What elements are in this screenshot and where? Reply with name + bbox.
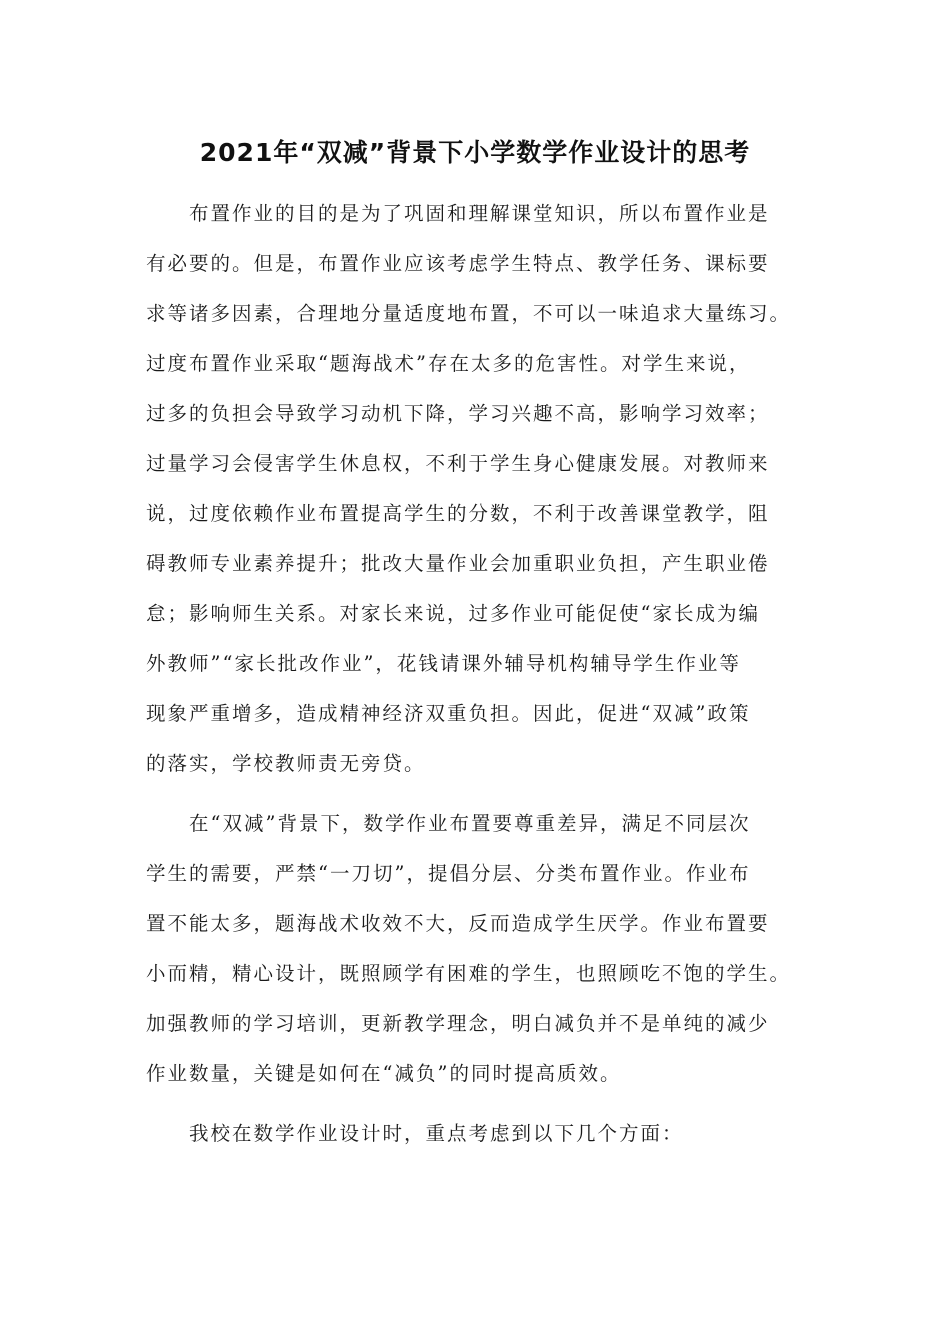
paragraph-line: 的落实，学校教师责无旁贷。 [146, 752, 426, 775]
paragraph-line: 布置作业的目的是为了巩固和理解课堂知识，所以布置作业是 [189, 202, 770, 225]
paragraph-line: 现象严重增多，造成精神经济双重负担。因此，促进“双减”政策 [146, 702, 751, 725]
paragraph-3 [146, 1109, 822, 1159]
paragraph-2 [146, 799, 822, 1099]
paragraph-line: 小而精，精心设计，既照顾学有困难的学生，也照顾吃不饱的学生。 [146, 962, 792, 985]
paragraph-line: 有必要的。但是，布置作业应该考虑学生特点、教学任务、课标要 [146, 252, 770, 275]
paragraph-line: 外教师”“家长批改作业”，花钱请课外辅导机构辅导学生作业等 [146, 652, 741, 675]
paragraph-line: 求等诸多因素，合理地分量适度地布置，不可以一味追求大量练习。 [146, 302, 792, 325]
paragraph-line: 学生的需要，严禁“一刀切”，提倡分层、分类布置作业。作业布 [146, 862, 751, 885]
paragraph-line: 怠；影响师生关系。对家长来说，过多作业可能促使“家长成为编 [146, 602, 760, 625]
paragraph-line: 碍教师专业素养提升；批改大量作业会加重职业负担，产生职业倦 [146, 552, 770, 575]
paragraph-line: 过量学习会侵害学生休息权，不利于学生身心健康发展。对教师来 [146, 452, 770, 475]
paragraph-line: 我校在数学作业设计时，重点考虑到以下几个方面： [189, 1122, 684, 1145]
paragraph-line: 过度布置作业采取“题海战术”存在太多的危害性。对学生来说， [146, 352, 751, 375]
paragraph-line: 过多的负担会导致学习动机下降，学习兴趣不高，影响学习效率； [146, 402, 770, 425]
paragraph-line: 在“双减”背景下，数学作业布置要尊重差异，满足不同层次 [189, 812, 751, 835]
document-title: 2021年“双减”背景下小学数学作业设计的思考 [199, 138, 751, 167]
paragraph-line: 作业数量，关键是如何在“减负”的同时提高质效。 [146, 1062, 622, 1085]
paragraph-line: 置不能太多，题海战术收效不大，反而造成学生厌学。作业布置要 [146, 912, 770, 935]
paragraph-line: 说，过度依赖作业布置提高学生的分数，不利于改善课堂教学，阻 [146, 502, 770, 525]
paragraph-line: 加强教师的学习培训，更新教学理念，明白减负并不是单纯的减少 [146, 1012, 770, 1035]
paragraph-1 [146, 189, 822, 789]
